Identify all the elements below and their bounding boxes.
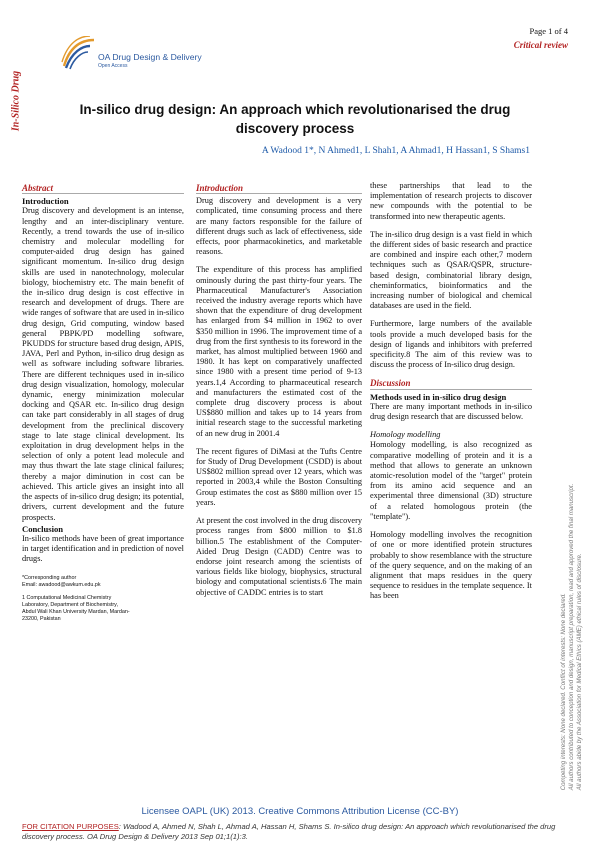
- affiliation-line: 23200, Pakistan: [22, 615, 61, 622]
- body-paragraph: The in-silico drug design is a vast field in which the different sides of basic research and practice are combined and inspire each other,7 modern techniques such as QSAR/QSPR, structure-based design, combinatorial library design, cheminformatics, bioinformatics and the increasing number of biological and chemical databases are used in the field.: [370, 229, 532, 311]
- citation-block: [22, 822, 582, 842]
- introduction-paragraph: At present the cost involved in the drug discovery process ranges from $800 million to $1.8 billion.5 The establishment of the Computer-Aided Drug Design (CADD) Centre was to endorse joint research among the scientists of various fields like biology, biophysics, structural biology and computational scientists.6 The main objective of CADDC entries is to start: [196, 516, 362, 597]
- correspondence-block: [22, 575, 184, 623]
- disclosure-line: All authors contributed to conception and design, manuscript preparation, read and approved the final manuscript.: [568, 483, 575, 791]
- third-column: [370, 181, 532, 610]
- abstract-intro-heading: Introduction: [22, 196, 69, 207]
- homology-paragraph: Homology modelling, is also recognized as comparative modelling of protein and it is a method that allows to generate an unknown atomic-resolution model of the "target" protein from its amino acid sequence and an experimental three dimensional (3D) structure of a related homologous protein (the "template").: [370, 440, 532, 521]
- article-type: Critical review: [513, 40, 568, 50]
- introduction-paragraph: Drug discovery and development is a very complicated, time consuming process and there are many factors responsible for the failure of different drugs such as lack of effectiveness, side effects, poor pharmacokinetics, and marketable reasons.: [196, 196, 362, 257]
- side-label-text: In-Silico Drug: [10, 70, 22, 132]
- introduction-paragraph: The recent figures of DiMasi at the Tufts Centre for Study of Drug Development (CSDD) is about US$802 million spread over 12 years, which was reported in 2003,4 while the Boston Consulting Group estimates the cost as $880 million over 15 years.: [196, 446, 362, 507]
- methods-text: There are many important methods in in-silico drug design research that are discussed below.: [370, 401, 532, 422]
- affiliation-line: 1 Computational Medicinal Chemistry: [22, 594, 112, 601]
- author-email[interactable]: Email: awadood@awkum.edu.pk: [22, 581, 101, 588]
- journal-name: OA Drug Design & Delivery: [98, 52, 202, 62]
- logo-mark-icon: [60, 36, 96, 70]
- body-paragraph: these partnerships that lead to the implementation of research projects to discover new compounds with the potential to be transformed into new therapeutic agents.: [370, 181, 532, 221]
- affiliation-line: Abdul Wali Khan University Mardan, Mardan-: [22, 608, 130, 615]
- introduction-paragraph: The expenditure of this process has amplified ominously during the past thirty-four years. The Pharmaceutical Manufacturer's Association received the industry average reports which have shown that the expenditure of drug development has enlarged from $4 million in 1962 to over $350 million in 1996. The improvement time of a drug from the first synthesis to its foreword in the market, has almost multiplied between 1960 and 1980. It has kept on comparatively unaffected since 1980 with a present time period of 9-13 years.1,4 According to pharmaceutical research and manufacturers the estimated cost of the complete drug discovery process is about US$880 million and takes up to 14 years from initial research stage to the successful marketing of an new drug in 2001.4: [196, 265, 362, 438]
- publisher-label: Open Access: [98, 63, 128, 69]
- license-line: Licensee OAPL (UK) 2013. Creative Commons Attribution License (CC-BY): [141, 806, 459, 817]
- body-paragraph: Furthermore, large numbers of the available tools provide a much developed basis for the design of ligands and inhibitors with preferred specificity.8 The aim of this review was to discuss the process of In-silico drug design.: [370, 319, 532, 370]
- abstract-heading: Abstract: [22, 183, 184, 194]
- disclosure-line: Competing interests: None declared. Conflict of interests: None declared.: [560, 593, 567, 791]
- introduction-heading: Introduction: [196, 183, 362, 194]
- disclosure-line: All authors abide by the Association for Medical Ethics (AME) ethical rules of disclosure.: [576, 553, 583, 791]
- abstract-conclusion-text: In-silico methods have been of great importance in target identification and in prediction of novel drugs.: [22, 533, 184, 564]
- abstract-conclusion-heading: Conclusion: [22, 523, 64, 534]
- side-label: [6, 56, 26, 146]
- disclosure-text: [560, 484, 584, 791]
- disclosure-sidebar: [544, 472, 600, 802]
- introduction-column: [196, 183, 362, 606]
- discussion-heading: Discussion: [370, 378, 532, 389]
- methods-heading: Methods used in in-silico drug design: [370, 391, 507, 402]
- abstract-intro-text: Drug discovery and development is an intense, lengthy and an inter-disciplinary venture. Recently, a trend towards the use of in-silico chemistry and molecular modelling for computer-aided drug design has gained significant momentum. In-silico drug design skills are used in nanotechnology, molecular biology, biochemistry etc. The main benefit of the in-silico drug design is cost effective in research and development of drugs. There are wide ranges of software that are used in in-silico drug design, Grid computing, window based general PBPK/PD modelling software, PKUDDS for structure based drug design, APIS, JAVA, Perl and Python, in-silico drug design as well as software including software libraries. There are different techniques used in in-silico drug design visualization, homology, molecular dynamic, energy minimization molecular docking and QSAR etc. In-silico drug design can take part considerably in all stages of drug development from the preclinical discovery stage to late stage clinical development. Its exploitation in drug development helps in the selection of only a potent lead molecule and may thus thwart the late stage clinical failures; thereby a major diminution in cost can be achieved. This article gives an insight into all the aspects of in-silico drug design; its potential, drivers, current development and the future prospects.: [22, 206, 184, 522]
- citation-label: FOR CITATION PURPOSES: [22, 822, 119, 831]
- citation-text: : Wadood A, Ahmed N, Shah L, Ahmad A, Hassan H, Shams S. In-silico drug design: An approach which revolutionarised the drug discovery process. OA Drug Design & Delivery 2013 Sep 01;1(1):3.: [22, 822, 556, 841]
- page-number: Page 1 of 4: [529, 26, 568, 36]
- abstract-column: [22, 183, 184, 623]
- corresponding-author: *Corresponding author: [22, 574, 77, 581]
- affiliation-line: Laboratory, Department of Biochemistry,: [22, 601, 118, 608]
- homology-heading: Homology modelling: [370, 430, 441, 440]
- homology-paragraph: Homology modelling involves the recognition of one or more identified protein structures probably to show resemblance with the structure of the query sequence, and on the making of an alignment that maps residues in the query sequence to residues in the template sequence. It has been: [370, 530, 532, 601]
- journal-logo: [60, 36, 200, 70]
- author-list: A Wadood 1*, N Ahmed1, L Shah1, A Ahmad1, H Hassan1, S Shams1: [261, 146, 530, 156]
- article-title: In-silico drug design: An approach which revolutionarised the drug discovery process: [79, 102, 511, 136]
